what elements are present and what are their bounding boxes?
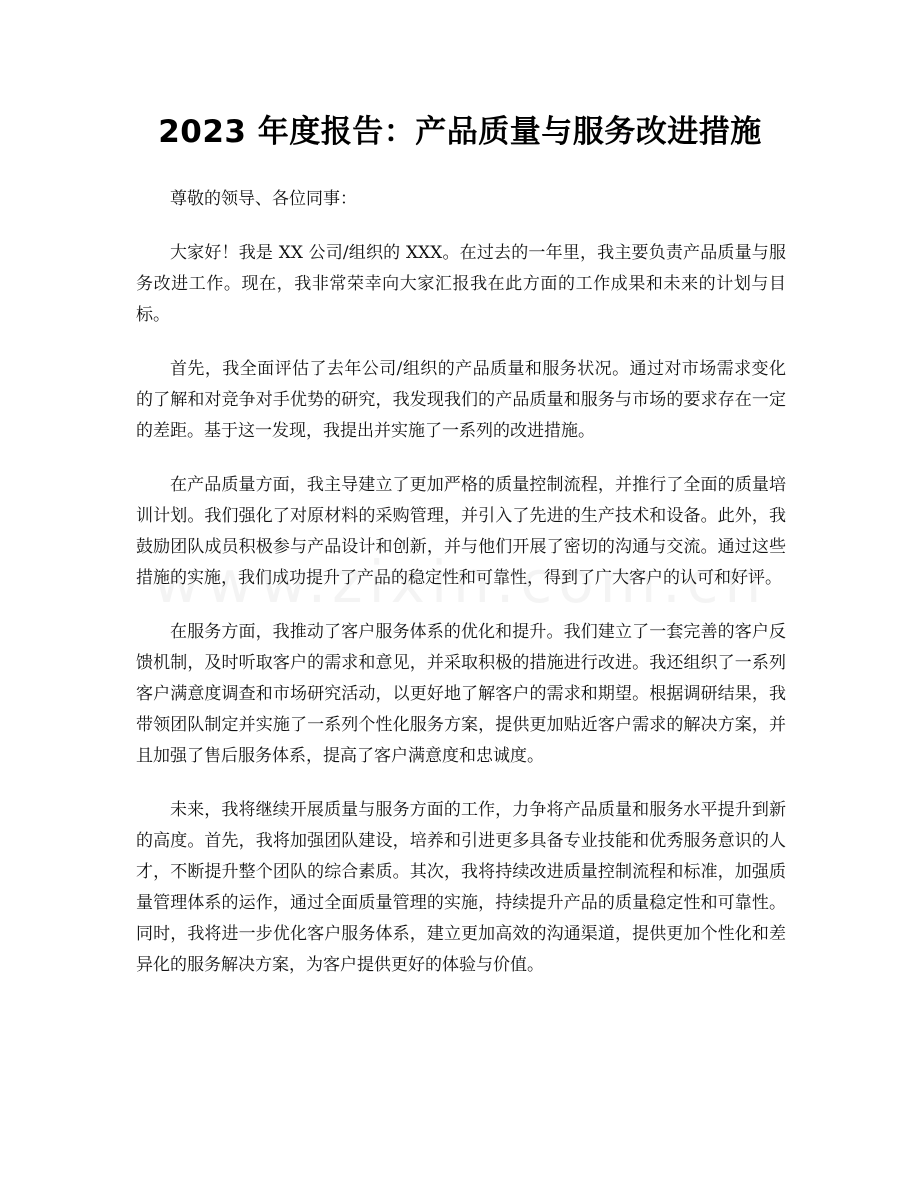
document-title: 2023 年度报告：产品质量与服务改进措施 [158,114,762,150]
paragraph-assessment: 首先，我全面评估了去年公司/组织的产品质量和服务状况。通过对市场需求变化的了解和对竞争对手优势的研究，我发现我们的产品质量和服务与市场的要求存在一定的差距。基于这一发现，我提出并实施了一系列的改进措施。 [136,359,786,441]
salutation: 尊敬的领导、各位同事： [170,189,357,209]
paragraph-service: 在服务方面，我推动了客户服务体系的优化和提升。我们建立了一套完善的客户反馈机制，及时听取客户的需求和意见，并采取积极的措施进行改进。我还组织了一系列客户满意度调查和市场研究活动，以更好地了解客户的需求和期望。根据调研结果，我带领团队制定并实施了一系列个性化服务方案，提供更加贴近客户需求的解决方案，并且加强了售后服务体系，提高了客户满意度和忠诚度。 [136,622,786,766]
paragraph-intro: 大家好！我是 XX 公司/组织的 XXX。在过去的一年里，我主要负责产品质量与服务改进工作。现在，我非常荣幸向大家汇报我在此方面的工作成果和未来的计划与目标。 [136,243,786,325]
paragraph-product-quality: 在产品质量方面，我主导建立了更加严格的质量控制流程，并推行了全面的质量培训计划。我们强化了对原材料的采购管理，并引入了先进的生产技术和设备。此外，我鼓励团队成员积极参与产品设计和创新，并与他们开展了密切的沟通与交流。通过这些措施的实施，我们成功提升了产品的稳定性和可靠性，得到了广大客户的认可和好评。 [136,475,786,588]
document-body [136,184,786,1004]
paragraph-future-plan: 未来，我将继续开展质量与服务方面的工作，力争将产品质量和服务水平提升到新的高度。首先，我将加强团队建设，培养和引进更多具备专业技能和优秀服务意识的人才，不断提升整个团队的综合素质。其次，我将持续改进质量控制流程和标准，加强质量管理体系的运作，通过全面质量管理的实施，持续提升产品的质量稳定性和可靠性。同时，我将进一步优化客户服务体系，建立更加高效的沟通渠道，提供更加个性化和差异化的服务解决方案，为客户提供更好的体验与价值。 [136,800,786,975]
